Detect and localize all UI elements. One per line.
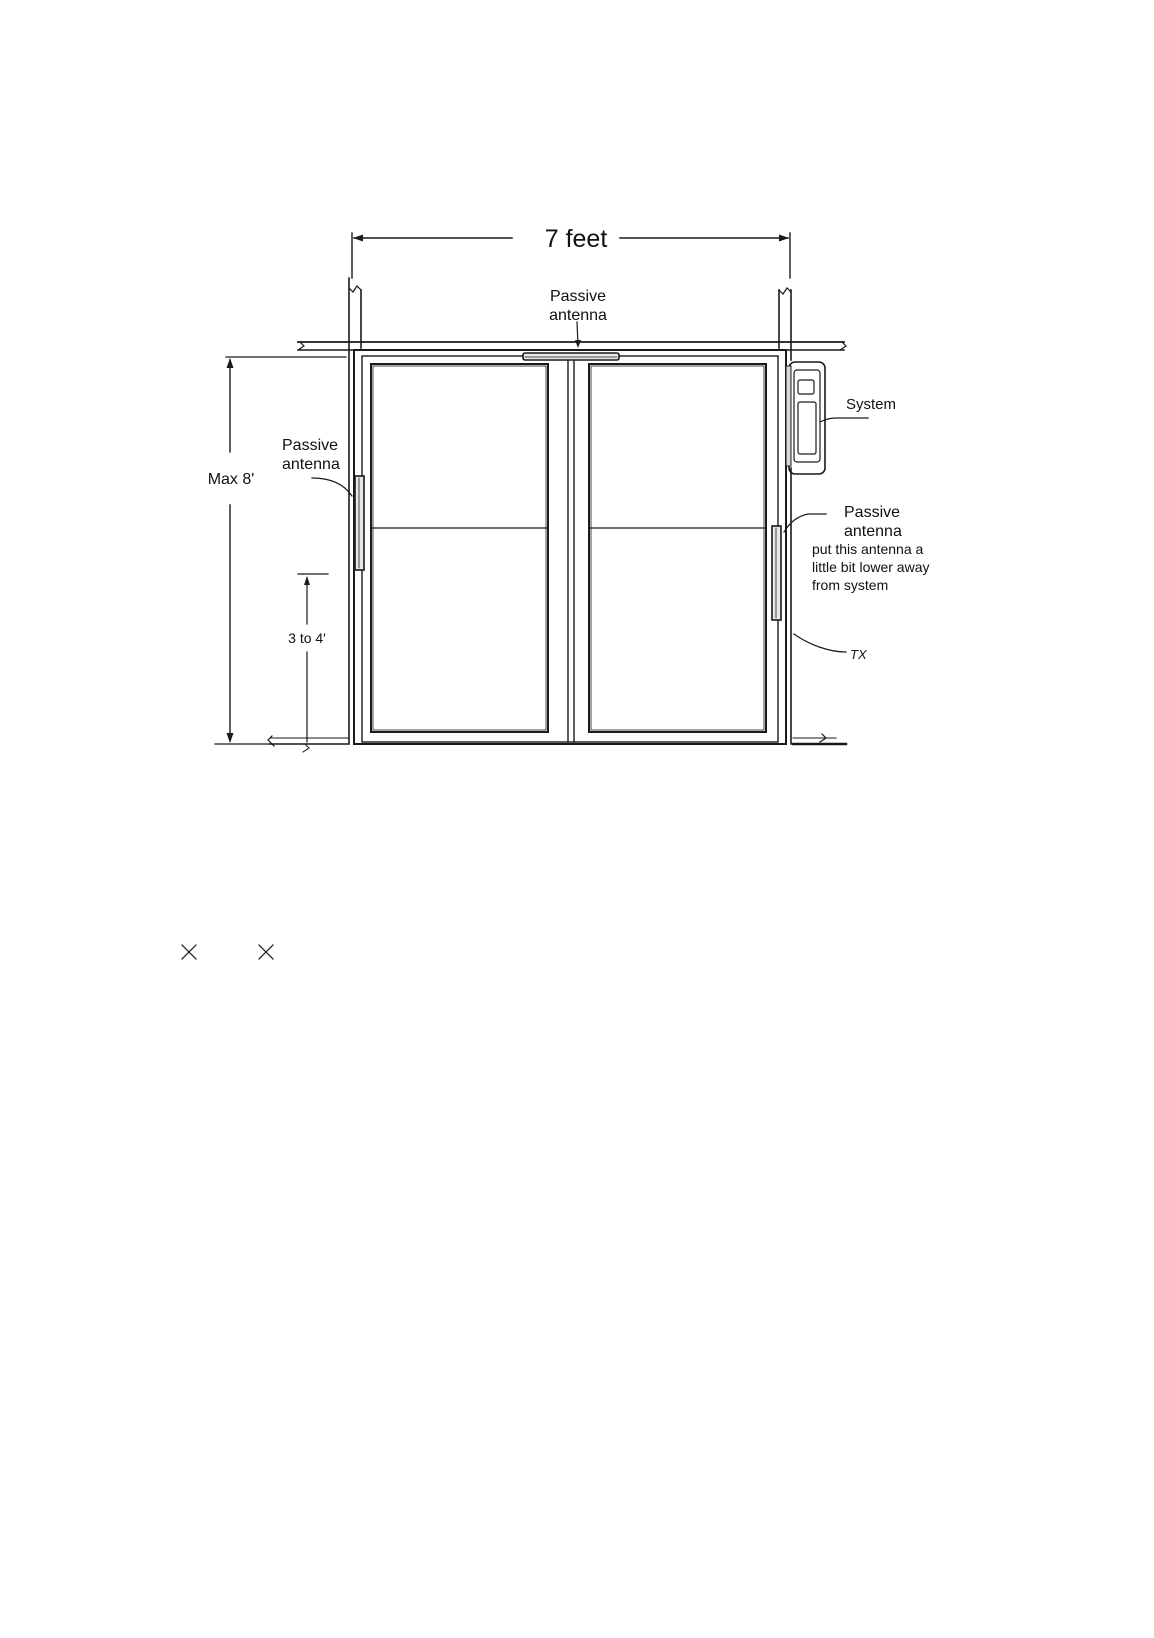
system-unit (786, 362, 868, 474)
mount-height-dimension (298, 574, 328, 752)
height-label: Max 8' (207, 471, 255, 488)
right-antenna-label-line1: Passive (844, 504, 901, 521)
tx-pointer (794, 634, 846, 652)
right-antenna-label-line2: antenna (844, 523, 902, 540)
height-dimension (215, 357, 346, 744)
door-frame (354, 350, 786, 744)
x-mark-right (259, 945, 273, 959)
left-antenna-label-line1: Passive (282, 437, 339, 454)
tx-label: TX (850, 647, 867, 662)
left-antenna-label-line2: antenna (282, 456, 340, 473)
top-antenna-label-line1: Passive (549, 288, 607, 305)
x-mark-left (182, 945, 196, 959)
right-antenna-note-line2: little bit lower away (812, 559, 930, 575)
left-door-leaf (371, 364, 548, 732)
door-header (298, 342, 846, 350)
left-passive-antenna (312, 476, 364, 570)
right-antenna-note-line3: from system (812, 577, 889, 593)
top-antenna-label-line2: antenna (549, 307, 607, 324)
top-passive-antenna (523, 322, 619, 360)
right-antenna-note-line1: put this antenna a (812, 541, 924, 557)
right-door-leaf (589, 364, 766, 732)
mount-height-label: 3 to 4' (288, 630, 326, 646)
width-label: 7 feet (544, 225, 608, 253)
system-label: System (846, 396, 897, 413)
